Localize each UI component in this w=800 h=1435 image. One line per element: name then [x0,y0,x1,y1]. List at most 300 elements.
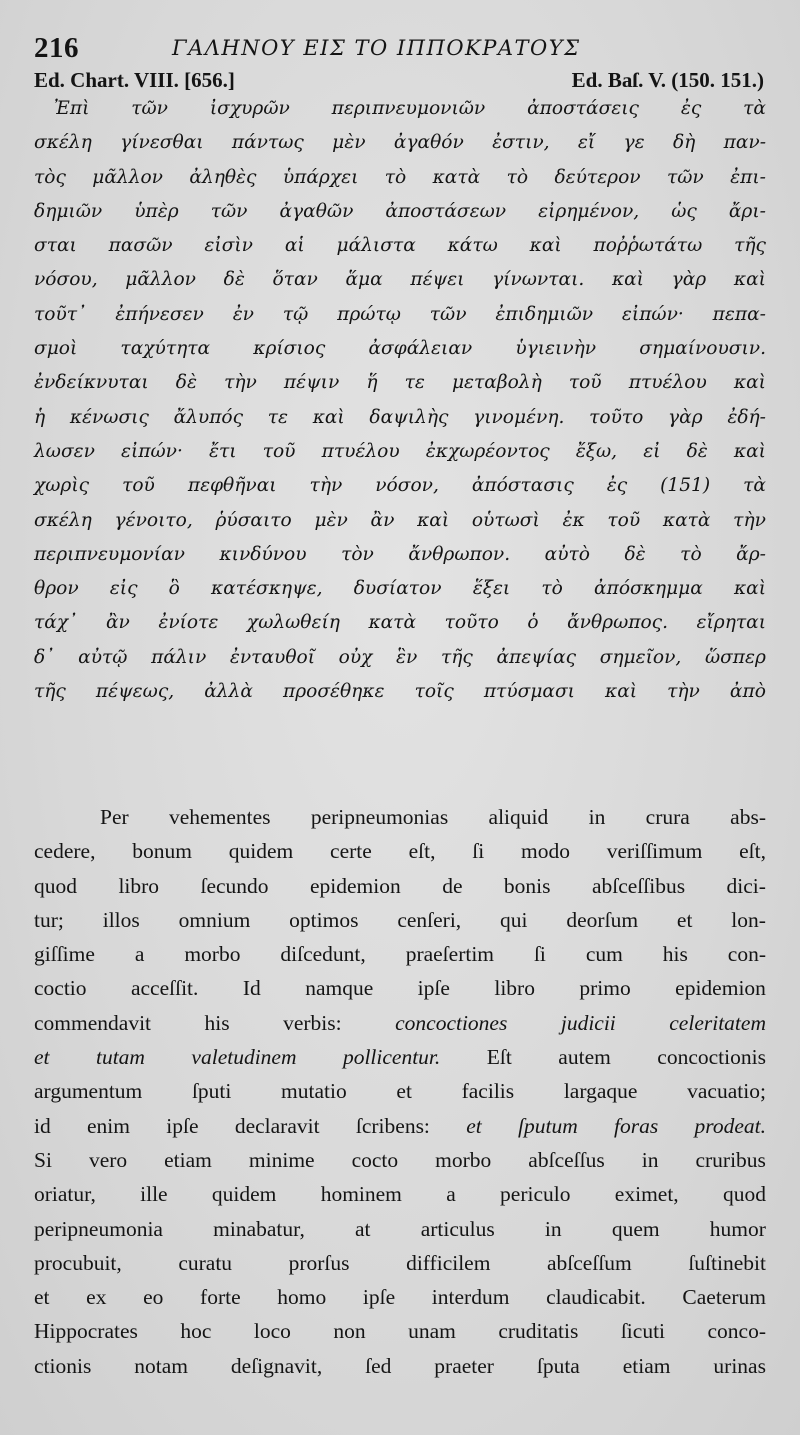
greek-word: πέψεως, [95,681,175,703]
greek-word: τῶν [666,166,704,188]
greek-word: τε [404,372,425,394]
latin-word: crura [645,805,690,829]
greek-word: τοῖς [414,681,454,703]
latin-word: hoc [180,1319,212,1344]
latin-word: notam [134,1353,188,1378]
latin-word: con- [727,942,766,967]
latin-text-line [34,1280,766,1314]
greek-word: τῶν [429,303,467,325]
greek-text-line [34,195,766,229]
greek-word: μᾶλλον [92,166,163,188]
greek-text-line [34,161,766,195]
greek-text-line [34,675,766,709]
greek-word: ἄνθρωπον. [408,543,511,565]
greek-word: τῆς [34,681,66,703]
greek-word: γένοιτο, [114,509,193,531]
latin-word: abſceſſus [528,1147,605,1172]
greek-word: ἐνταυθοῖ [229,646,315,668]
latin-translation-block [34,800,766,1383]
greek-word: ἐς [606,475,628,497]
latin-word: curatu [178,1250,233,1275]
greek-word: τὸ [384,166,407,188]
latin-word: et [396,1079,412,1104]
greek-word: σκέλη [34,132,92,154]
greek-word: σμοὶ [34,338,78,360]
latin-word: cedere, [34,839,96,864]
greek-word: κατὰ [432,166,481,188]
latin-word: ſi [472,839,485,864]
latin-word: Per [100,805,129,829]
latin-word: peripneumonia [34,1216,163,1241]
greek-word: ἐν [232,303,254,325]
latin-word: minime [248,1147,315,1172]
latin-word: aliquid [488,805,549,829]
greek-word: ἀπόστασις [471,475,574,497]
latin-text-line [34,834,766,868]
latin-word: cum [585,942,623,967]
latin-text-line [34,1314,766,1348]
greek-word: δεύτερον [554,166,641,188]
greek-word: ὑπάρχει [282,166,359,188]
greek-word: τε [267,406,288,428]
greek-word: τὸς [34,166,66,188]
greek-word: γε [623,132,645,154]
latin-word: vacuatio; [687,1079,766,1104]
latin-word: veriſſimum [606,839,703,864]
greek-word: ἀποστάσεις [527,98,639,119]
latin-text-line [34,800,766,834]
latin-word: cruditatis [498,1319,579,1344]
greek-word: νόσον, [375,475,439,497]
greek-word: μὲν [332,132,366,154]
latin-word: qui [500,907,528,932]
greek-word: καὶ [312,406,345,428]
greek-word: τῆς [734,235,766,257]
greek-word: δὲ [223,269,245,291]
greek-word: ὡς [671,200,697,222]
latin-word: eximet, [614,1182,679,1207]
greek-text-line [34,263,766,297]
greek-word: δαψιλὴς [369,406,449,428]
greek-word: τῶν [131,98,168,119]
latin-word: illos [102,907,140,932]
latin-word: etiam [164,1147,212,1172]
latin-word: deſignavit, [230,1353,323,1378]
greek-word: καὶ [611,269,644,291]
greek-word: ἐκχωρέοντος [425,440,550,462]
latin-word: ipſe [166,1113,199,1138]
latin-text-line [34,971,766,1005]
latin-text-line [34,1246,766,1280]
latin-word: ſputa [536,1353,580,1378]
greek-word: γίνωνται. [492,269,585,291]
greek-word: δὲ [686,440,708,462]
latin-word: forte [200,1285,241,1310]
greek-word: τὴν [309,475,343,497]
greek-word: ἄρι- [728,200,766,222]
latin-word: prodeat. [694,1113,766,1138]
greek-word: μεταβολὴ [451,372,542,394]
greek-text-line [34,504,766,538]
greek-word: κατέσκηψε, [211,578,323,600]
greek-word: ποῤῥωτάτω [593,235,703,257]
greek-word: σημεῖον, [599,646,682,668]
greek-word: τοῦ [607,509,641,531]
latin-word: loco [253,1319,291,1344]
greek-word: ἐς [680,98,702,119]
latin-word: vero [88,1147,128,1172]
greek-word: εἴρηται [696,612,766,634]
latin-word: vehementes [169,805,271,829]
greek-word: ἐδή- [727,406,766,428]
greek-word: πτυέλου [628,372,707,394]
greek-text-line [34,538,766,572]
latin-word: quidem [228,839,294,864]
latin-word: procubuit, [34,1250,122,1275]
greek-word: ὁ [527,612,539,634]
greek-word: περιπνευμονιῶν [331,98,486,119]
greek-word: θρον [34,578,79,600]
greek-word: πάλιν [151,646,207,668]
greek-word: κατὰ [662,509,711,531]
latin-text-line [34,869,766,903]
greek-word: χωλωθείη [246,612,340,634]
greek-text-line [34,469,766,503]
latin-word: id [34,1113,51,1138]
latin-word: peripneumonias [310,805,449,829]
latin-word: eſt, [408,839,436,864]
greek-word: ἡ [34,406,46,428]
greek-word: κινδύνου [219,543,307,565]
latin-word: pollicentur. [342,1045,441,1070]
greek-word: ἔξω, [575,440,618,462]
latin-word: a [134,942,145,967]
latin-word: concoctiones [395,1010,508,1035]
greek-text-line [34,401,766,435]
latin-text-line [34,1006,766,1040]
greek-word: τὴν [667,681,700,703]
latin-word: Caeterum [682,1285,766,1310]
latin-word: libro [494,976,535,1001]
greek-word: ἥ [366,372,378,394]
greek-word: γὰρ [668,406,703,428]
latin-text-line [34,1074,766,1108]
greek-word: ὑγιεινὴν [515,338,597,360]
latin-word: Id [242,976,261,1001]
latin-word: ſecundo [200,873,269,898]
latin-word: modo [520,839,570,864]
latin-word: dici- [726,873,766,898]
greek-word: ἐκ [562,509,585,531]
greek-text-block [34,92,766,709]
greek-word: εἰς [109,578,138,600]
greek-word: εἰ [643,440,661,462]
latin-word: Si [34,1147,52,1172]
greek-word: ἀπόσκημμα [594,578,703,600]
latin-text-line [34,1349,766,1383]
greek-word: τοῦ [568,372,602,394]
greek-word: ἀληθὲς [189,166,257,188]
greek-word: ἰσχυρῶν [209,98,290,119]
greek-word: κρίσιος [253,338,326,360]
greek-word: νόσου, [34,269,98,291]
latin-word: lon- [731,907,766,932]
latin-word: concoctionis [657,1045,766,1070]
greek-word: πτυέλου [321,440,400,462]
greek-text-line [34,641,766,675]
greek-word: ἄρ- [736,543,766,565]
latin-word: et [676,907,693,932]
greek-word: ὥσπερ [704,646,766,668]
greek-text-line [34,92,766,126]
greek-word: τάχ᾽ [34,612,78,634]
greek-word: οὐχ [338,646,373,668]
greek-word: τοῦτ᾽ [34,303,87,325]
greek-word: δ᾽ [34,646,55,668]
latin-word: foras [614,1113,659,1138]
greek-word: πέψει [410,269,465,291]
greek-word: εἰρημένον, [538,200,640,222]
greek-word: ἓν [396,646,418,668]
greek-word: δυσίατον [353,578,442,600]
greek-word: προσέθηκε [282,681,385,703]
greek-word: δὲ [624,543,646,565]
greek-word: πάντως [231,132,304,154]
latin-word: morbo [184,942,241,967]
greek-word: ἀπὸ [729,681,766,703]
greek-word: οὑτωσὶ [471,509,540,531]
latin-word: largaque [563,1079,638,1104]
latin-word: quidem [211,1182,277,1207]
latin-word: mutatio [281,1079,347,1104]
latin-word: interdum [431,1285,510,1310]
greek-word: ἄλυπός [173,406,244,428]
latin-word: hominem [320,1182,402,1207]
greek-text-line [34,572,766,606]
greek-word: γινομένη. [473,406,565,428]
latin-word: minabatur, [213,1216,305,1241]
latin-word: ipſe [417,976,450,1001]
greek-word: καὶ [529,235,562,257]
greek-word: καὶ [733,269,766,291]
latin-word: quod [722,1182,766,1207]
greek-word: ἐπήνεσεν [115,303,204,325]
greek-word: πέψιν [283,372,340,394]
latin-word: unam [408,1319,456,1344]
greek-text-line [34,298,766,332]
greek-word: καὶ [605,681,638,703]
greek-word: ἐνδείκνυται [34,372,149,394]
greek-word: καὶ [417,509,450,531]
latin-word: etiam [622,1353,671,1378]
greek-word: πεφθῆναι [187,475,277,497]
greek-word: σκέλη [34,509,92,531]
greek-word: καὶ [733,440,766,462]
greek-word: ἀσφάλειαν [368,338,473,360]
latin-word: urinas [713,1353,766,1378]
greek-word: τὰ [743,98,766,119]
greek-word: τὸν [341,543,374,565]
latin-word: judicii [560,1010,616,1035]
greek-text-line [34,229,766,263]
greek-word: ἂν [370,509,395,531]
greek-text-line [34,126,766,160]
latin-word: et [466,1113,482,1138]
greek-word: τὴν [224,372,257,394]
latin-word: at [355,1216,371,1241]
greek-word: ἀποστάσεων [385,200,507,222]
latin-word: a [446,1182,456,1207]
greek-word: ἐνίοτε [158,612,219,634]
greek-word: τὸ [680,543,702,565]
greek-word: πεπα- [712,303,766,325]
greek-word: ἐπιδημιῶν [495,303,594,325]
page-header [34,32,774,66]
greek-word: καὶ [733,372,766,394]
latin-text-line [34,1143,766,1177]
latin-word: bonum [132,839,192,864]
latin-word: his [662,942,688,967]
greek-word: ἀπεψίας [496,646,577,668]
greek-word: πρώτῳ [337,303,401,325]
greek-word: μάλιστα [336,235,416,257]
latin-word: coctio [34,976,87,1001]
greek-word: πτύσμασι [483,681,575,703]
latin-word: praeſertim [405,942,495,967]
latin-word: abſceſſibus [591,873,686,898]
greek-word: εἰσὶν [204,235,253,257]
latin-word: conco- [707,1319,766,1344]
latin-word: ex [86,1285,107,1310]
edition-reference-chartier: Ed. Chart. VIII. [656.] [34,68,235,92]
greek-word: τῷ [282,303,309,325]
latin-word: ſi [533,942,546,967]
latin-word: verbis: [283,1010,342,1035]
greek-word: μᾶλλον [125,269,196,291]
greek-word: μὲν [314,509,348,531]
latin-word: his [204,1010,230,1035]
latin-word: enim [87,1113,131,1138]
greek-word: καὶ [733,578,766,600]
latin-word: eo [143,1285,164,1310]
latin-text-line [34,937,766,971]
latin-word: periculo [500,1182,571,1207]
latin-word: non [333,1319,366,1344]
latin-word: Eſt [486,1045,512,1070]
latin-word: bonis [503,873,551,898]
latin-word: ſed [365,1353,392,1378]
greek-text-line [34,332,766,366]
latin-word: ſputum [518,1113,578,1138]
greek-word: ὑπὲρ [134,200,179,222]
greek-word: τοῦ [122,475,155,497]
greek-word: αὐτῷ [78,646,128,668]
latin-word: abs- [730,805,766,829]
latin-word: ſcribens: [355,1113,430,1138]
latin-word: declaravit [234,1113,320,1138]
greek-word: δὲ [175,372,197,394]
latin-word: tur; [34,907,64,932]
latin-word: commendavit [34,1010,152,1035]
greek-word: λωσεν [34,440,95,462]
greek-word: τῆς [440,646,473,668]
greek-word: ἀγαθόν [393,132,464,154]
greek-word: εἰπών· [121,440,183,462]
greek-word: παν- [723,132,766,154]
greek-word: ἄνθρωπος. [567,612,668,634]
greek-word: ἐπι- [730,166,766,188]
latin-word: et [34,1285,50,1310]
latin-text-line [34,903,766,937]
latin-word: cruribus [695,1147,766,1172]
greek-word: πασῶν [108,235,173,257]
latin-word: autem [558,1045,611,1070]
greek-word: ἀγαθῶν [279,200,354,222]
latin-word: difficilem [406,1250,491,1275]
greek-word: γὰρ [671,269,707,291]
latin-word: claudicabit. [546,1285,646,1310]
greek-word: ἐστιν, [492,132,550,154]
latin-word: oriatur, [34,1182,96,1207]
greek-word: σται [34,235,77,257]
greek-word: εἰπών· [621,303,684,325]
latin-word: tutam [95,1045,145,1070]
running-title: ΓΑΛΗΝΟΥ ΕΙΣ ΤΟ ΙΠΠΟΚΡΑΤΟΥΣ [172,36,581,60]
latin-word: valetudinem [191,1045,297,1070]
latin-text-line [34,1109,766,1143]
greek-text-line [34,366,766,400]
greek-word: (151) [660,475,711,497]
greek-word: Ἐπὶ [54,98,90,119]
greek-word: τῶν [210,200,248,222]
latin-word: ctionis [34,1353,92,1378]
greek-word: τοῦτο [589,406,644,428]
latin-word: ſicuti [620,1319,666,1344]
greek-word: ταχύτητα [120,338,211,360]
greek-word: τὴν [733,509,766,531]
greek-word: κάτω [447,235,498,257]
latin-word: omnium [178,907,251,932]
latin-word: acceſſit. [130,976,199,1001]
latin-word: in [641,1147,659,1172]
greek-word: γίνεσθαι [120,132,204,154]
greek-word: κένωσις [69,406,149,428]
latin-word: prorſus [288,1250,350,1275]
latin-word: in [544,1216,562,1241]
greek-word: εἴ [577,132,596,154]
latin-word: primo [579,976,631,1001]
latin-word: cocto [351,1147,399,1172]
latin-word: certe [330,839,372,864]
latin-word: homo [277,1285,327,1310]
latin-word: diſcedunt, [280,942,366,967]
latin-word: deorſum [566,907,639,932]
greek-word: ἂν [105,612,130,634]
latin-word: in [588,805,606,829]
greek-word: ὅταν [272,269,318,291]
latin-word: quod [34,873,77,898]
latin-word: optimos [289,907,359,932]
latin-word: argumentum [34,1079,143,1104]
latin-word: celeritatem [669,1010,766,1035]
greek-word: κατὰ [368,612,417,634]
greek-word: τὸ [506,166,529,188]
latin-word: praeter [434,1353,494,1378]
latin-word: abſceſſum [547,1250,632,1275]
greek-word: περιπνευμονίαν [34,543,185,565]
latin-word: cenſeri, [397,907,462,932]
greek-word: δὴ [672,132,696,154]
